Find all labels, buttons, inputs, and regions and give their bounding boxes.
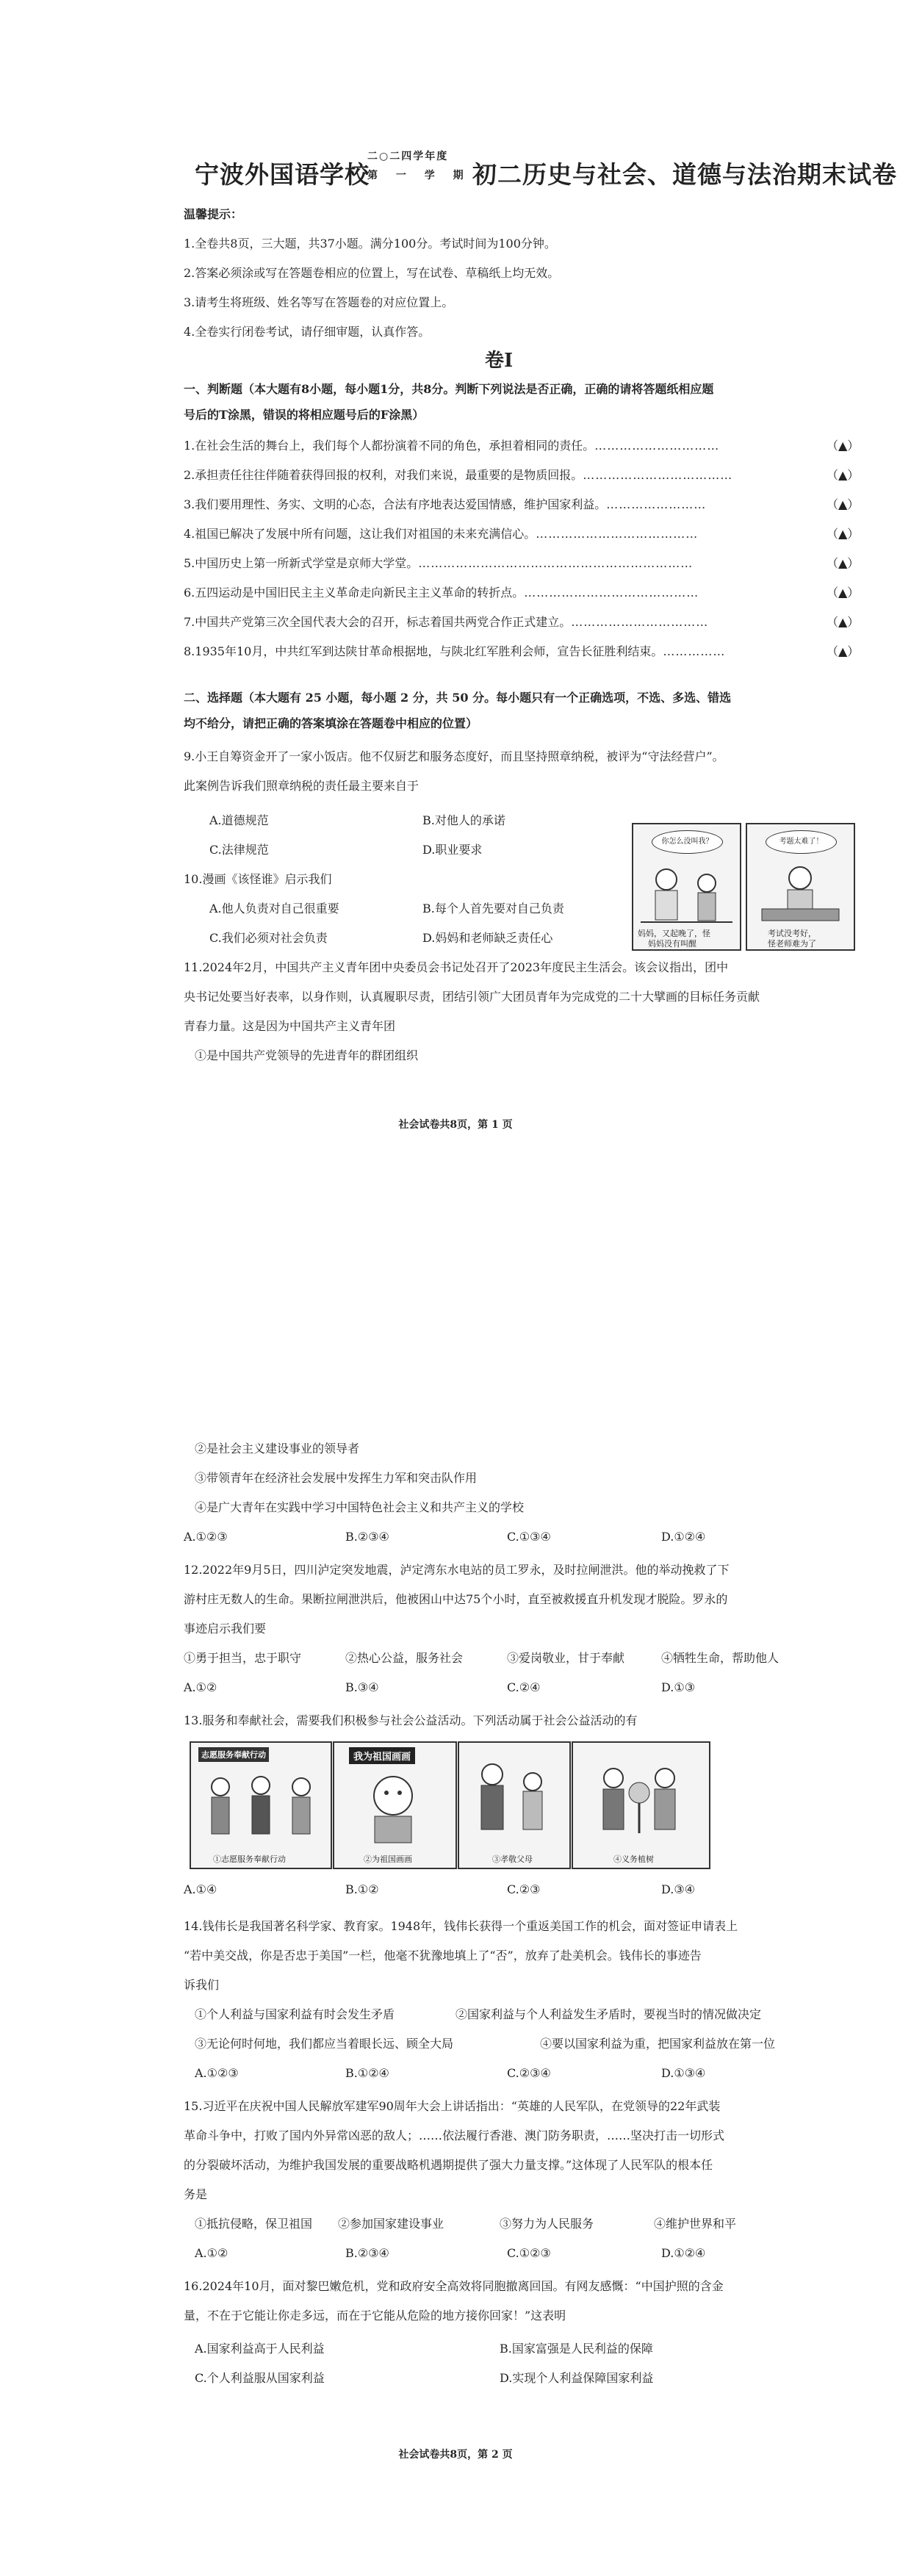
speech-bubble: 考题太难了！ [766, 830, 837, 854]
semester: 第 一 学 期 [367, 170, 471, 181]
q15-option-b: B.②③④ [345, 2246, 389, 2260]
q10-option-c: C.我们必须对社会负责 [209, 931, 328, 945]
q13-option-a: A.①④ [184, 1882, 217, 1896]
child-drawing-illustration [334, 1766, 455, 1847]
comic-panel-right [746, 823, 855, 951]
q13-picture-4 [572, 1741, 710, 1869]
q13-picture-1 [190, 1741, 332, 1869]
answer-mark: （▲） [827, 497, 860, 511]
section-heading-juan1: 卷Ⅰ [485, 350, 514, 372]
notice-item: 2.答案必须涂或写在答题卷相应的位置上，写在试卷、草稿纸上均无效。 [184, 266, 560, 280]
q13-picture-2 [333, 1741, 457, 1869]
section1-title-line2: 号后的T涂黑，错误的将相应题号后的F涂黑） [184, 408, 425, 422]
judge-question-3: 3.我们要用理性、务实、文明的心态，合法有序地表达爱国情感，维护国家利益。…………………… [184, 497, 707, 511]
volunteers-illustration [191, 1765, 331, 1846]
q13-stem: 13.服务和奉献社会，需要我们积极参与社会公益活动。下列活动属于社会公益活动的有 [184, 1713, 638, 1727]
comic-figure-illustration [747, 857, 854, 931]
judge-question-8: 8.1935年10月，中共红军到达陕甘革命根据地，与陕北红军胜利会师，宣告长征胜利结束。…………… [184, 644, 726, 658]
answer-mark: （▲） [827, 586, 860, 600]
page-2 [0, 1396, 911, 2576]
q15-statement-4: ④维护世界和平 [654, 2217, 737, 2231]
picture-label: ③孝敬父母 [492, 1854, 533, 1864]
tree-planting-illustration [573, 1749, 709, 1848]
section1-title-line1: 一、判断题（本大题有8小题，每小题1分，共8分。判断下列说法是否正确，正确的请将答题纸相应题 [184, 382, 714, 396]
q15-stem: 的分裂破坏活动，为维护我国发展的重要战略机遇期提供了强大力量支撑。”这体现了人民军队的根本任 [184, 2158, 713, 2172]
q16-stem: 16.2024年10月，面对黎巴嫩危机，党和政府安全高效将同胞撤离回国。有网友感慨：“中国护照的含金 [184, 2279, 724, 2293]
q16-option-c: C.个人利益服从国家利益 [195, 2371, 325, 2385]
q14-stem: “若中美交战，你是否忠于美国”一栏，他毫不犹豫地填上了“否”，放弃了赴美机会。钱伟长的事迹告 [184, 1949, 702, 1962]
q12-option-c: C.②④ [507, 1680, 541, 1694]
q12-statement-3: ③爱岗敬业，甘于奉献 [507, 1651, 625, 1665]
comic-figure-illustration [633, 857, 740, 931]
q12-statement-4: ④牺牲生命，帮助他人 [661, 1651, 779, 1665]
school-year: 二○二四学年度 [367, 151, 449, 162]
q16-option-a: A.国家利益高于人民利益 [195, 2342, 325, 2356]
judge-question-6: 6.五四运动是中国旧民主主义革命走向新民主主义革命的转折点。…………………………………… [184, 586, 699, 600]
notice-item: 3.请考生将班级、姓名等写在答题卷的对应位置上。 [184, 295, 454, 309]
judge-question-4: 4.祖国已解决了发展中所有问题，这让我们对祖国的未来充满信心。………………………………… [184, 527, 699, 541]
q13-picture-3 [458, 1741, 571, 1869]
q11-statement-4: ④是广大青年在实践中学习中国特色社会主义和共产主义的学校 [195, 1500, 525, 1514]
q14-option-c: C.②③④ [507, 2066, 551, 2080]
q14-option-a: A.①②③ [195, 2066, 239, 2080]
q15-option-d: D.①②④ [661, 2246, 706, 2260]
q11-option-a: A.①②③ [184, 1530, 228, 1544]
q14-option-d: D.①③④ [661, 2066, 706, 2080]
speech-bubble: 你怎么没叫我？ [652, 830, 723, 854]
q14-statement-2: ②国家利益与个人利益发生矛盾时，要视当时的情况做决定 [455, 2007, 762, 2021]
q11-stem: 11.2024年2月，中国共产主义青年团中央委员会书记处召开了2023年度民主生活会。该会议指出，团中 [184, 960, 729, 974]
comic-caption: 怪老师难为了 [768, 939, 816, 949]
q9-option-b: B.对他人的承诺 [422, 813, 505, 827]
q9-option-c: C.法律规范 [209, 843, 269, 857]
q14-statement-1: ①个人利益与国家利益有时会发生矛盾 [195, 2007, 395, 2021]
q12-option-d: D.①③ [661, 1680, 696, 1694]
q12-stem: 事迹启示我们要 [184, 1622, 267, 1636]
q14-stem: 14.钱伟长是我国著名科学家、教育家。1948年，钱伟长获得一个重返美国工作的机会，面对签证申请表上 [184, 1919, 738, 1933]
q11-statement-2: ②是社会主义建设事业的领导者 [195, 1442, 360, 1456]
q13-option-d: D.③④ [661, 1882, 696, 1896]
q10-option-a: A.他人负责对自己很重要 [209, 902, 339, 915]
answer-mark: （▲） [827, 439, 860, 453]
q14-statement-4: ④要以国家利益为重，把国家利益放在第一位 [540, 2037, 776, 2051]
q15-stem: 务是 [184, 2187, 208, 2201]
exam-subject: 初二历史与社会、道德与法治期末试卷 [472, 160, 897, 189]
section2-title-line2: 均不给分，请把正确的答案填涂在答题卷中相应的位置） [184, 716, 478, 730]
page-footer: 社会试卷共8页，第 2 页 [398, 2449, 513, 2461]
q12-option-b: B.③④ [345, 1680, 379, 1694]
q15-stem: 15.习近平在庆祝中国人民解放军建军90周年大会上讲话指出：“英雄的人民军队，在党领导的22年武装 [184, 2099, 721, 2113]
family-illustration [459, 1749, 569, 1848]
q9-stem: 此案例告诉我们照章纳税的责任最主要来自于 [184, 779, 420, 793]
comic-caption: 妈妈没有叫醒 [648, 939, 696, 949]
q16-option-b: B.国家富强是人民利益的保障 [500, 2342, 653, 2356]
q12-statement-2: ②热心公益，服务社会 [345, 1651, 464, 1665]
q14-statement-3: ③无论何时何地，我们都应当着眼长远、顾全大局 [195, 2037, 454, 2051]
q9-stem: 9.小王自筹资金开了一家小饭店。他不仅厨艺和服务态度好，而且坚持照章纳税，被评为“守法经营户”。 [184, 749, 724, 763]
q15-option-c: C.①②③ [507, 2246, 551, 2260]
q14-stem: 诉我们 [184, 1978, 220, 1992]
q16-option-d: D.实现个人利益保障国家利益 [500, 2371, 654, 2385]
answer-mark: （▲） [827, 556, 860, 570]
q9-option-a: A.道德规范 [209, 813, 269, 827]
q11-option-b: B.②③④ [345, 1530, 389, 1544]
q13-option-b: B.①② [345, 1882, 379, 1896]
answer-mark: （▲） [827, 527, 860, 541]
comic-caption: 妈妈，又起晚了，怪 [638, 929, 710, 938]
q11-statement-1: ①是中国共产党领导的先进青年的群团组织 [195, 1048, 419, 1062]
page-1 [0, 0, 911, 1205]
q11-option-c: C.①③④ [507, 1530, 551, 1544]
judge-question-5: 5.中国历史上第一所新式学堂是京师大学堂。………………………………………………………… [184, 556, 694, 570]
comic-panel-left [632, 823, 741, 951]
picture-label: ①志愿服务奉献行动 [213, 1854, 286, 1864]
q15-option-a: A.①② [195, 2246, 228, 2260]
q10-stem: 10.漫画《该怪谁》启示我们 [184, 872, 332, 886]
q12-stem: 12.2022年9月5日，四川泸定突发地震，泸定湾东水电站的员工罗永，及时拉闸泄洪。他的举动挽救了下 [184, 1563, 730, 1577]
section2-title-line1: 二、选择题（本大题有 25 小题，每小题 2 分，共 50 分。每小题只有一个正确选项，不选、多选、错选 [184, 691, 732, 705]
page-footer: 社会试卷共8页，第 1 页 [398, 1119, 513, 1131]
q11-option-d: D.①②④ [661, 1530, 706, 1544]
q11-statement-3: ③带领青年在经济社会发展中发挥生力军和突击队作用 [195, 1471, 478, 1485]
notice-item: 1.全卷共8页，三大题，共37小题。满分100分。考试时间为100分钟。 [184, 237, 556, 251]
judge-question-7: 7.中国共产党第三次全国代表大会的召开，标志着国共两党合作正式建立。…………………………… [184, 615, 709, 629]
q15-statement-2: ②参加国家建设事业 [338, 2217, 444, 2231]
answer-mark: （▲） [827, 468, 860, 482]
q15-statement-1: ①抵抗侵略，保卫祖国 [195, 2217, 313, 2231]
notice-title: 温馨提示： [184, 207, 243, 221]
comic-caption: 考试没考好， [768, 929, 816, 938]
school-name: 宁波外国语学校 [195, 160, 370, 189]
q13-option-c: C.②③ [507, 1882, 541, 1896]
judge-question-1: 1.在社会生活的舞台上，我们每个人都扮演着不同的角色，承担着相同的责任。………………………… [184, 439, 720, 453]
answer-mark: （▲） [827, 644, 860, 658]
notice-item: 4.全卷实行闭卷考试，请仔细审题，认真作答。 [184, 325, 431, 339]
picture-label: ④义务植树 [613, 1854, 654, 1864]
q9-option-d: D.职业要求 [422, 843, 483, 857]
q12-statement-1: ①勇于担当，忠于职守 [184, 1651, 302, 1665]
q11-stem: 青春力量。这是因为中国共产主义青年团 [184, 1019, 396, 1033]
picture-banner: 我为祖国画画 [349, 1747, 415, 1764]
q15-stem: 革命斗争中，打败了国内外异常凶恶的敌人；……依法履行香港、澳门防务职责，……坚决打击一切形式 [184, 2129, 725, 2143]
q12-option-a: A.①② [184, 1680, 217, 1694]
q12-stem: 游村庄无数人的生命。果断拉闸泄洪后，他被困山中达75个小时，直至被救援直升机发现才脱险。罗永的 [184, 1592, 728, 1606]
q14-option-b: B.①②④ [345, 2066, 389, 2080]
q10-option-b: B.每个人首先要对自己负责 [422, 902, 564, 915]
q10-option-d: D.妈妈和老师缺乏责任心 [422, 931, 553, 945]
judge-question-2: 2.承担责任往往伴随着获得回报的权利，对我们来说，最重要的是物质回报。……………………………… [184, 468, 733, 482]
picture-banner: 志愿服务奉献行动 [198, 1747, 269, 1762]
picture-label: ②为祖国画画 [364, 1854, 412, 1864]
q16-stem: 量，不在于它能让你走多远，而在于它能从危险的地方接你回家！”这表明 [184, 2309, 566, 2323]
q11-stem: 央书记处要当好表率，以身作则，认真履职尽责，团结引领广大团员青年为完成党的二十大擘画的目标任务贡献 [184, 990, 760, 1004]
q15-statement-3: ③努力为人民服务 [500, 2217, 594, 2231]
answer-mark: （▲） [827, 615, 860, 629]
